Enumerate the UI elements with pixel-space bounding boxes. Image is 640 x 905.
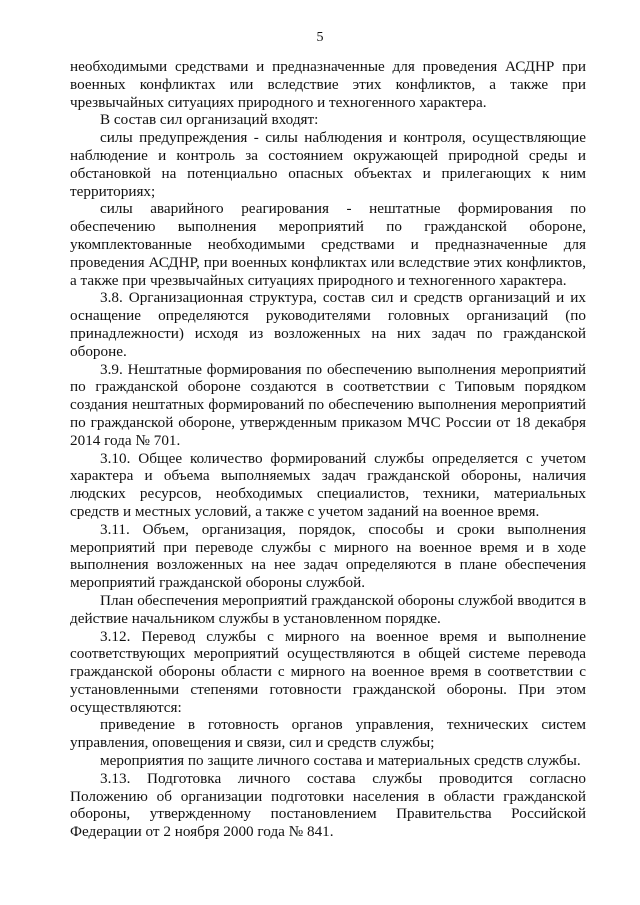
paragraph: мероприятия по защите личного состава и материальных средств службы. [100, 752, 581, 770]
paragraph: силы предупреждения - силы наблюдения и контроля, осуществляющие наблюдение и контроль за состоянием окружающей природной среды и обстановкой на потенциально опасных объектах и прилегающих к ним территориях; [70, 129, 586, 200]
paragraph: В состав сил организаций входят: [100, 111, 319, 129]
paragraph: 3.12. Перевод службы с мирного на военное время и выполнение соответствующих мероприятий осуществляются в общей системе перевода гражданской обороны области с мирного на военное время в соответствии с установленными степенями готовности гражданской обороны. При этом осуществляются: [70, 627, 586, 716]
paragraph: 3.8. Организационная структура, состав сил и средств организаций и их оснащение определяются руководителями головных организаций (по принадлежности) исходя из возложенных на них задач по гражданской обороне. [70, 289, 586, 360]
page-number: 5 [316, 30, 324, 45]
paragraph: 3.10. Общее количество формирований службы определяется с учетом характера и объема выполняемых задач гражданской обороны, наличия людских ресурсов, необходимых специалистов, техники, материальных средств и местных условий, а также с учетом заданий на военное время. [70, 449, 586, 520]
paragraph: приведение в готовность органов управления, технических систем управления, оповещения и связи, сил и средств службы; [70, 716, 586, 752]
paragraph: силы аварийного реагирования - нештатные формирования по обеспечению выполнения мероприятий по гражданской обороне, укомплектованные необходимыми средствами и предназначенные для проведения АСДНР, при военных конфликтах или вследствие этих конфликтов, а также при чрезвычайных ситуациях природного и техногенного характера. [70, 200, 586, 289]
document-body [70, 58, 586, 841]
paragraph: План обеспечения мероприятий гражданской обороны службой вводится в действие начальником службы в установленном порядке. [70, 591, 586, 627]
paragraph: 3.9. Нештатные формирования по обеспечению выполнения мероприятий по гражданской обороне создаются в соответствии с Типовым порядком создания нештатных формирований по обеспечению выполнения мероприятий по гражданской обороне, утвержденным приказом МЧС России от 18 декабря 2014 года № 701. [70, 360, 586, 449]
paragraph: 3.11. Объем, организация, порядок, способы и сроки выполнения мероприятий при переводе службы с мирного на военное время и в ходе выполнения возложенных на нее задач определяются в плане обеспечения мероприятий гражданской обороны службой. [70, 520, 586, 592]
paragraph: 3.13. Подготовка личного состава службы проводится согласно Положению об организации подготовки населения в области гражданской обороны, утвержденному постановлением Правительства Российской Федерации от 2 ноября 2000 года № 841. [70, 769, 586, 841]
paragraph: необходимыми средствами и предназначенные для проведения АСДНР при военных конфликтах или вследствие этих конфликтов, а также при чрезвычайных ситуациях природного и техногенного характера. [70, 58, 586, 111]
